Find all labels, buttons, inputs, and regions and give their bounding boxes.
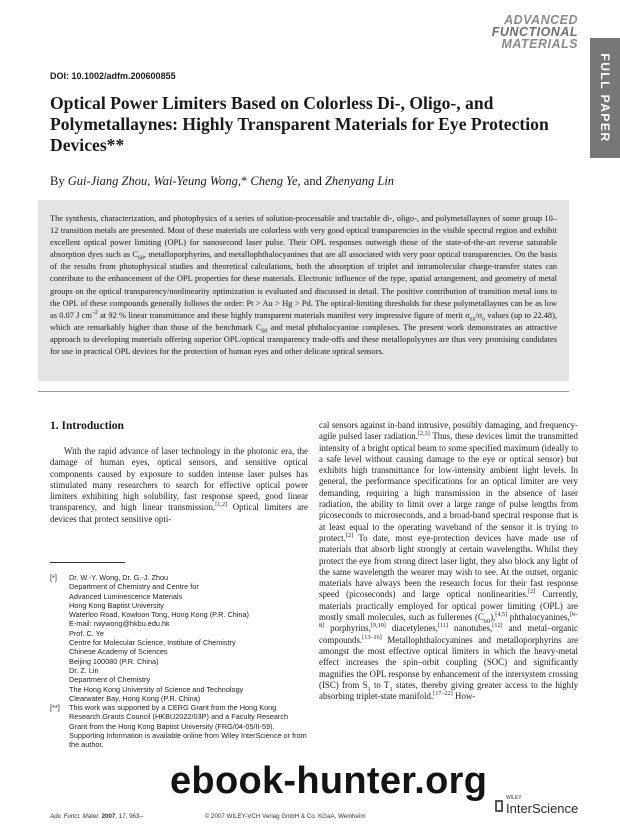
author-3: Cheng Ye — [250, 174, 298, 188]
citation: [9,10] — [370, 622, 386, 630]
citation: [13–16] — [362, 633, 382, 641]
journal-logo-line2: FUNCTIONAL — [491, 25, 578, 39]
journal-logo-line3: MATERIALS — [501, 37, 578, 51]
footer-journal: Adv. Funct. Mater. — [50, 813, 100, 820]
full-paper-tab — [590, 38, 620, 158]
full-paper-tab-label: FULL PAPER — [598, 53, 612, 143]
footnote-line: The Hong Kong University of Science and Technology — [69, 684, 244, 694]
interscience-label: InterScience — [506, 801, 579, 816]
author-1: Gui-Jiang Zhou — [67, 174, 148, 188]
footnote-text: This work was supported by a CERG Grant from the Hong Kong Research Grants Council (HKBU2022/03P) and a Faculty Research Grant from the Hong Kong Baptist University (FRG/04-05/II-59). Supporting Information is available online from Wiley InterScience or from the author. — [69, 703, 307, 750]
intro-right-column: cal sensors against in-band intrusive, possibly damaging, and frequency-agile pulsed laser radiation.[2,3] Thus, these devices limit the transmitted intensity of a bright optical beam to some specified maximum (ideally to a safe level without causing damage to the eye or optical sensor) but exhibits high transmittance for low-intensity ambient light levels. In general, the performance specifications for an optical limiter are very demanding, requiring a high transmission in the absence of laser radiation, the ability to limit over a large range of pulse lengths from picoseconds to microseconds, and a broad-band spectral response that is at least equal to the operating waveband of the sensor it is trying to protect.[2] To date, most eye-protection devices have made use of materials that absorb light strongly at certain wavelengths. Whilst they protect the eye from strong direct laser light, they also block any light of the same wavelength the wearer may wish to see. At the outset, organic materials have always been the research focus for their fast response speed (picoseconds) and large optical nonlinearities.[2] Currently, materials practically employed for optical power limiting (OPL) are mostly small molecules, such as fullerenes $(C_{60}),[4,5]$ phthalocyanines,[6–8] porphyrins,[9,10] diacetylenes,[11] nanotubes,[12] and metal–organic compounds.[13–16] Metallophthalocyanines and metalloporphyrins are amongst the most effective optical limiters in which the heavy-metal effect increases the spin–orbit coupling (SOC) and significantly magnifies the OPL response by enhancement of the intersystem crossing (ISC) from $S_1$ to $T_1$ states, thereby giving greater access to the highly absorbing triplet-state manifold.[17–22] How- — [319, 420, 579, 702]
interscience-icon — [494, 799, 504, 813]
author-4: Zhenyang Lin — [324, 174, 395, 188]
footnote-line: Beijing 100080 (P.R. China) — [69, 656, 159, 666]
footnote-line: Clearwater Bay, Hong Kong (P.R. China) — [69, 693, 201, 703]
footnote-line: Waterloo Road, Kowloon Tong, Hong Kong (P.R. China) — [69, 610, 249, 620]
citation: [17–22] — [433, 690, 453, 698]
author-separator: ,* — [237, 174, 251, 188]
abstract-text: The synthesis, characterization, and photophysics of a series of solution-processable and tractable di-, oligo-, and polymetallaynes of some group 10–12 transition metals are presented. Most of these materials are colorless with very good optical transparencies in the visible spectral region and exhibit excellent optical power limiting (OPL) for nanosecond laser pulse. Their OPL responses outweigh those of the state-of-the-art reverse saturable absorption dyes such as $C_{60}$, metalloporphyrins, and metallophthalocyanines that are all associated with very poor optical transparencies. On the basis of the results from photophysical studies and theoretical calculations, both the absorption of triplet and intramolecular charge-transfer states can contribute to the enhancement of the OPL properties for these materials. Electronic influence of the type, spatial arrangement, and geometry of metal groups on the optical transparency/nonlinearity optimization is evaluated and discussed in detail. The positive contribution of transition metal ions to the OPL of these compounds generally follows the order: Pt > Au > Hg > Pd. The optical-limiting thresholds for these polymetallaynes can be as low as 0.07 J $cm^{-2}$ at 92 % linear transmittance and these highly transparent materials manifest very impressive figure of merit $\sigma_{ex}/\sigma_o$ values (up to 22.48), which are remarkably higher than those of the benchmark $C_{60}$ and metal phthalocyanine complexes. The present work demonstrates an attractive approach to developing materials offering superior OPL/optical transparency trade-offs and these metallopolyynes are thus very promising candidates for use in practical OPL devices for the protection of human eyes and other delicate optical sensors. — [50, 214, 557, 357]
author-2: Wai-Yeung Wong — [153, 174, 238, 188]
footnote-mark: [**] — [50, 703, 60, 713]
author-separator: , — [147, 174, 154, 188]
footnotes — [50, 573, 308, 750]
citation: [11] — [437, 622, 449, 630]
footnote-mark: [*] — [50, 573, 57, 582]
footnote-line: Dr. W.-Y. Wong, Dr. G.-J. Zhou — [69, 573, 169, 582]
author-line — [50, 174, 394, 189]
email-address[interactable]: E-mail: rwywong@hkbu.edu.hk — [69, 619, 170, 629]
citation: [1,2] — [215, 501, 228, 509]
footnote-rule — [50, 562, 125, 563]
author-separator: , and — [297, 174, 325, 188]
watermark: ebook-hunter.org — [170, 760, 488, 802]
journal-logo-line1: ADVANCED — [504, 13, 578, 27]
citation: [2,3] — [417, 430, 430, 438]
citation: [6–8] — [319, 611, 578, 630]
footnote-line: Advanced Luminescence Materials — [69, 591, 183, 601]
wiley-label: WILEY — [506, 795, 522, 801]
footnote-line: Chinese Academy of Sciences — [69, 647, 168, 657]
footer-copyright: © 2007 WILEY-VCH Verlag GmbH & Co. KGaA, Weinheim — [204, 813, 366, 820]
author-prefix: By — [50, 174, 68, 188]
citation: [2] — [345, 532, 354, 539]
footer-volume: , 17, 963– — [115, 813, 143, 820]
page-footer — [50, 813, 365, 820]
section-divider — [38, 391, 569, 392]
footnote-line: Dr. Z. Lin — [69, 665, 99, 675]
citation: [2] — [528, 588, 536, 596]
doi: DOI: 10.1002/adfm.200600855 — [50, 71, 176, 81]
wiley-interscience-logo — [494, 795, 579, 819]
acknowledgment-footnote — [50, 703, 308, 749]
article-title: Optical Power Limiters Based on Colorless Di-, Oligo-, and Polymetallaynes: Highly Transparent Materials for Eye Protection Devices** — [50, 93, 549, 155]
footnote-line: Hong Kong Baptist University — [69, 600, 164, 610]
section-heading-introduction: 1. Introduction — [50, 420, 124, 432]
journal-logo — [478, 14, 578, 50]
intro-paragraph: With the rapid advance of laser technology in the photonic era, the damage of human eyes, optical sensors, and sensitive optical components caused by exposure to sudden intense laser pulses has stimulated many researchers to search for effective optical power limiters exhibiting high solubility, fast response speed, good linear transparency, and high linear transmission.[1,2] Optical limiters are devices that protect sensitive opti- — [50, 446, 308, 524]
citation: [12] — [492, 622, 503, 630]
citation: [4,5] — [495, 611, 508, 619]
footnote-line: Centre for Molecular Science, Institute of Chemistry — [69, 638, 236, 648]
footnote-line: Department of Chemistry and Centre for — [69, 582, 199, 592]
abstract-box — [38, 200, 569, 381]
affiliation-footnote — [50, 573, 308, 703]
footnote-line: Prof. C. Ye — [69, 628, 104, 638]
footnote-line: Department of Chemistry — [69, 675, 151, 685]
footer-year: 2007 — [101, 813, 116, 820]
